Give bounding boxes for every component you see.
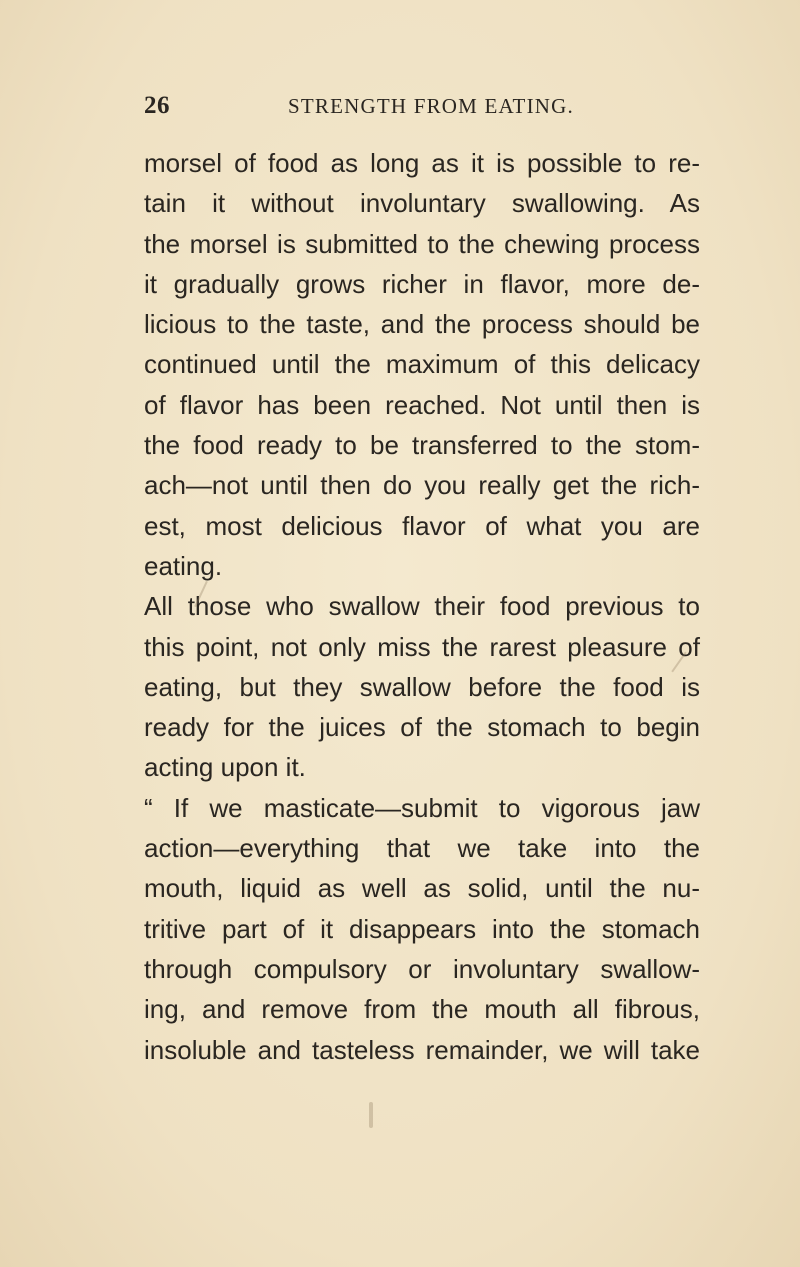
text-line: licious to the taste, and the process should be [144,309,700,340]
text-line: of flavor has been reached. Not until then is [144,389,700,420]
text-line: this point, not only miss the rarest pleasure of [144,631,700,662]
text-line: ach—not until then do you really get the rich- [144,470,700,501]
text-line: morsel of food as long as it is possible to re- [144,148,700,178]
page-number: 26 [144,92,170,119]
text-line: ready for the juices of the stomach to begin [144,712,700,743]
running-head [144,92,692,122]
text-line: through compulsory or involuntary swallow- [144,953,700,984]
text-line: est, most delicious flavor of what you are [144,510,700,541]
body-text [144,143,700,1070]
text-line: insoluble and tasteless remainder, we will take [144,1034,700,1065]
text-line: action—everything that we take into the [144,833,700,864]
text-line: tritive part of it disappears into the stomach [144,913,700,944]
text-line: “ If we masticate—submit to vigorous jaw [144,792,700,823]
paper-blemish [369,1102,373,1128]
text-line: tain it without involuntary swallowing. As [144,188,700,219]
text-line: acting upon it. [144,752,306,783]
text-line: continued until the maximum of this delicacy [144,349,700,380]
text-line: eating. [144,550,223,581]
text-line: All those who swallow their food previous to [144,591,700,622]
text-line: it gradually grows richer in flavor, more de- [144,268,700,299]
text-line: the morsel is submitted to the chewing process [144,228,700,259]
text-line: the food ready to be transferred to the stom- [144,430,700,461]
text-line: mouth, liquid as well as solid, until the nu- [144,873,700,904]
running-title: STRENGTH FROM EATING. [288,94,574,118]
text-line: eating, but they swallow before the food is [144,671,700,702]
text-line: ing, and remove from the mouth all fibrous, [144,994,700,1025]
